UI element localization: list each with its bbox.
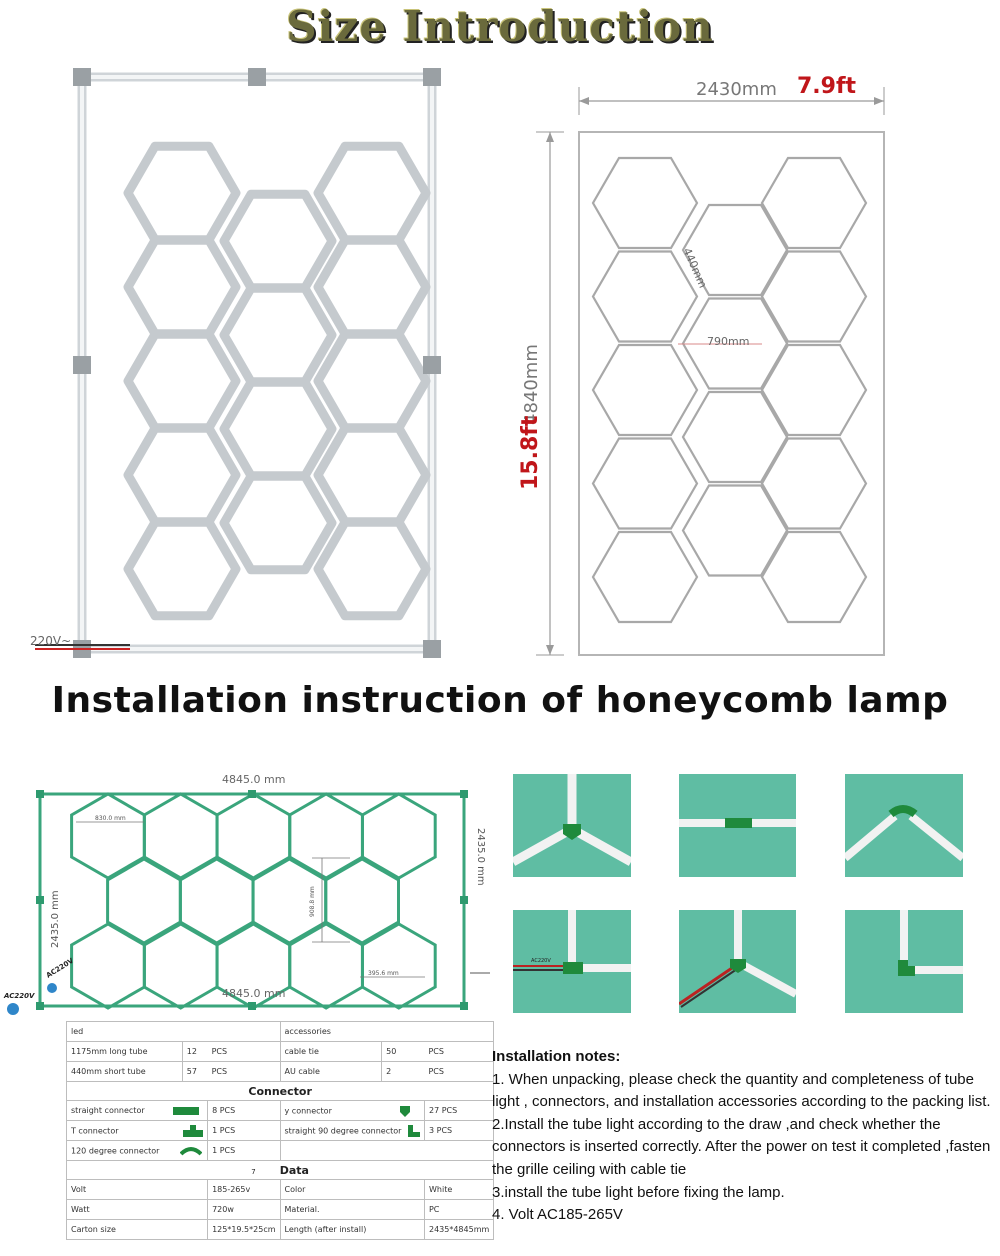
table-row [67, 1180, 494, 1200]
hex-tube-cell [128, 522, 236, 616]
table-row [67, 1101, 494, 1121]
connector-name-2-text: straight 90 degree connector [284, 1126, 402, 1135]
row-unit: PCS [208, 1042, 280, 1062]
unit-value: PCS [219, 1106, 236, 1115]
90-connector-glyph-icon [408, 1125, 420, 1137]
note-item: 2.Install the tube light according to the draw ,and check whether the connectors is inserted correctly. After the power on test it completed ,fasten the grille ceiling with cable tie [492, 1115, 991, 1178]
hex-tube-cell [128, 428, 236, 522]
y-connector-glyph-icon [398, 1104, 412, 1118]
plug-label-2: AC220V [4, 992, 35, 1000]
cad-frame-connector [460, 1002, 468, 1010]
connector-name-text: 120 degree connector [71, 1146, 160, 1155]
frame-connector [248, 68, 266, 86]
hex-tube-cell [318, 146, 426, 240]
panel-ac-label: AC220V [531, 958, 551, 964]
data-key: Watt [67, 1200, 208, 1220]
left-height-label: 2435.0 mm [50, 890, 61, 948]
frame-connector [73, 68, 91, 86]
right-height-label: 2435.0 mm [475, 828, 486, 886]
panel-y-connector [513, 774, 631, 877]
row-qty: 12 [182, 1042, 207, 1062]
plug-label-1: AC220V [44, 956, 76, 980]
connector-name-text: T connector [71, 1126, 119, 1135]
cad-frame-connector [460, 896, 468, 904]
connector-qty [208, 1101, 280, 1121]
note-item: 4. Volt AC185-265V [492, 1206, 623, 1224]
table-row [67, 1062, 494, 1082]
hex-tube-cell [318, 334, 426, 428]
connector-name-2 [280, 1121, 424, 1141]
data-key-2: Material. [280, 1200, 424, 1220]
width-mm-label: 2430mm [696, 79, 777, 100]
width-ft-label: 7.9ft [797, 74, 857, 99]
mid-length-label: 4845.0 mm [222, 987, 286, 1000]
y-connector-powered-icon [730, 959, 746, 973]
connector-name-2-text: y connector [284, 1106, 332, 1115]
row-acc-qty: 50 [382, 1042, 425, 1062]
row-name: 440mm short tube [67, 1062, 183, 1082]
row-acc: AU cable [280, 1062, 382, 1082]
cad-frame-connector [36, 790, 44, 798]
data-heading [67, 1161, 494, 1180]
hex-outline-cell [593, 158, 697, 248]
unit-value: PCS [219, 1126, 236, 1135]
straight-connector-icon [725, 818, 752, 828]
hex-tube-cell [128, 334, 236, 428]
table-row [67, 1042, 494, 1062]
cad-frame-connector [248, 790, 256, 798]
installation-notes [492, 1046, 997, 1227]
frame-connector [423, 356, 441, 374]
row-acc-qty: 2 [382, 1062, 425, 1082]
side-length-label: 440mm [680, 245, 710, 290]
cad-frame-connector [248, 1002, 256, 1010]
data-value: 125*19.5*25cm [208, 1220, 280, 1240]
connector-qty [208, 1141, 280, 1161]
note-item: 1. When unpacking, please check the quantity and completeness of tube light , connectors, and installation accessories according to the packing list. [492, 1070, 991, 1111]
data-key: Volt [67, 1180, 208, 1200]
cad-frame-connector [460, 790, 468, 798]
hex-outline-cell [593, 532, 697, 622]
120-connector-icon [891, 809, 915, 814]
panel-90-connector [845, 910, 963, 1013]
data-value-2: 2435*4845mm [424, 1220, 493, 1240]
frame-connector [423, 640, 441, 658]
data-value: 720w [208, 1200, 280, 1220]
size-introduction-title: Size Introduction [286, 2, 714, 51]
connector-name [67, 1121, 208, 1141]
data-key: Carton size [67, 1220, 208, 1240]
connector-heading: Connector [67, 1082, 494, 1101]
t-connector-icon [563, 962, 583, 974]
voltage-label: 220V~ [30, 634, 72, 648]
table-row [67, 1200, 494, 1220]
hex-tube-cell [318, 522, 426, 616]
col-led: led [67, 1022, 281, 1042]
hex-tube-cell [224, 476, 332, 570]
row-qty: 57 [182, 1062, 207, 1082]
connector-name [67, 1141, 208, 1161]
row-name: 1175mm long tube [67, 1042, 183, 1062]
cad-frame-connector [36, 896, 44, 904]
qty-value: 8 [212, 1106, 218, 1115]
unit-value: PCS [219, 1146, 236, 1155]
hex-tube-cell [128, 240, 236, 334]
data-value-2: White [424, 1180, 493, 1200]
notes-title: Installation notes: [492, 1048, 621, 1065]
data-value: 185-265v [208, 1180, 280, 1200]
plug-icon-2 [47, 983, 57, 993]
height-mm-label: 4840mm [521, 344, 542, 425]
installation-instruction-title: Installation instruction of honeycomb lamp [51, 680, 949, 721]
hex-tube-cell [128, 146, 236, 240]
unit-value: PCS [436, 1126, 453, 1135]
connector-qty-2 [424, 1101, 493, 1121]
spec-table [66, 1021, 494, 1240]
panel-y-connector-powered [679, 910, 796, 1013]
frame-connector [423, 68, 441, 86]
honeycomb-photo-diagram [20, 65, 450, 665]
hex-tube-cell [318, 240, 426, 334]
table-row [67, 1141, 494, 1161]
dimension-drawing [500, 65, 900, 665]
hex-outline-cell [593, 439, 697, 529]
hex-outline-cell [593, 345, 697, 435]
panel-t-connector [513, 910, 631, 1013]
connector-name-text: straight connector [71, 1106, 145, 1115]
qty-value: 1 [212, 1146, 218, 1155]
data-number: 7 [251, 1167, 256, 1176]
installation-cad-drawing [0, 770, 500, 1020]
unit-value: PCS [441, 1106, 458, 1115]
hex-width-mm-label: 830.0 mm [95, 815, 126, 822]
height-ft-label: 15.8ft [518, 415, 543, 490]
row-acc: cable tie [280, 1042, 382, 1062]
hex-width-label: 790mm [707, 335, 750, 348]
data-key-2: Color [280, 1180, 424, 1200]
note-item: 3.install the tube light before fixing the lamp. [492, 1183, 785, 1201]
row-unit: PCS [208, 1062, 280, 1082]
gap-mm-label: 395.6 mm [368, 970, 399, 977]
plug-icon [7, 1003, 19, 1015]
data-key-2: Length (after install) [280, 1220, 424, 1240]
straight-connector-glyph-icon [173, 1107, 199, 1115]
90-connector-icon [898, 960, 915, 976]
panel-straight-connector [679, 774, 796, 877]
t-connector-glyph-icon [183, 1125, 203, 1137]
hex-tube-cell [224, 288, 332, 382]
row-acc-unit: PCS [424, 1042, 493, 1062]
hex-outline-cell [593, 252, 697, 342]
top-length-label: 4845.0 mm [222, 773, 286, 786]
table-row [67, 1121, 494, 1141]
table-row [67, 1220, 494, 1240]
cad-frame-connector [36, 1002, 44, 1010]
data-value-2: PC [424, 1200, 493, 1220]
col-accessories: accessories [280, 1022, 494, 1042]
frame-connector [73, 356, 91, 374]
connector-qty-2 [424, 1121, 493, 1141]
qty-value: 27 [428, 1106, 440, 1115]
panel-120-connector [845, 774, 963, 877]
connector-name-2 [280, 1101, 424, 1121]
qty-value: 1 [212, 1126, 218, 1135]
hex-height-mm-label: 908.8 mm [309, 886, 316, 917]
120-connector-glyph-icon [180, 1146, 202, 1156]
hex-tube-cell [224, 382, 332, 476]
connector-name [67, 1101, 208, 1121]
connector-qty [208, 1121, 280, 1141]
qty-value: 3 [428, 1126, 435, 1135]
hex-tube-cell [224, 194, 332, 288]
row-acc-unit: PCS [424, 1062, 493, 1082]
empty-cell [280, 1141, 494, 1161]
data-heading-text: Data [279, 1163, 309, 1177]
hex-tube-cell [318, 428, 426, 522]
